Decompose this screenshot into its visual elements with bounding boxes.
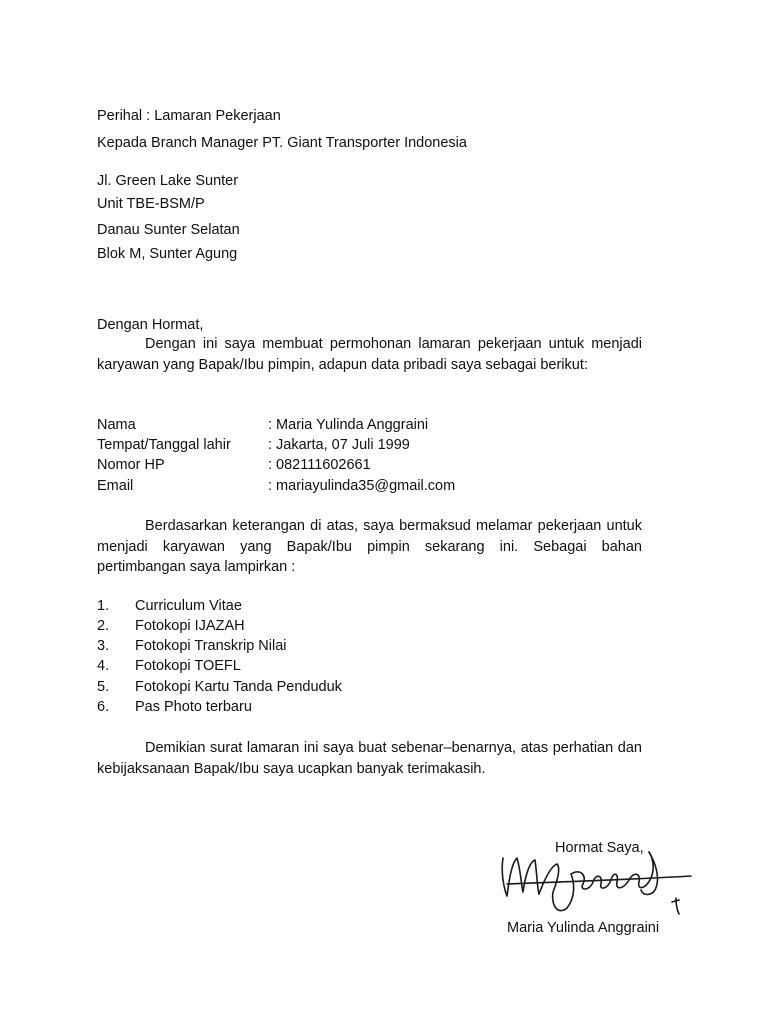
list-item-number: 3. <box>97 638 110 654</box>
address-line: Jl. Green Lake Sunter <box>97 173 239 189</box>
intro-paragraph: Dengan ini saya membuat permohonan lamaran pekerjaan untuk menjadi karyawan yang Bapak/Ibu pimpin, adapun data pribadi saya sebagai berikut: <box>97 336 642 373</box>
field-label-email: Email <box>97 478 134 494</box>
list-item-number: 2. <box>97 618 110 634</box>
list-item-number: 1. <box>97 598 110 614</box>
address-line: Unit TBE-BSM/P <box>97 196 205 212</box>
closing-paragraph: Demikian surat lamaran ini saya buat sebenar–benarnya, atas perhatian dan kebijaksanaan Bapak/Ibu saya ucapkan banyak terimakasih. <box>97 740 642 777</box>
salutation: Dengan Hormat, <box>97 317 204 333</box>
signatory-name: Maria Yulinda Anggraini <box>507 920 660 936</box>
field-label-phone: Nomor HP <box>97 457 165 473</box>
list-item-number: 5. <box>97 679 110 695</box>
list-item: Fotokopi IJAZAH <box>135 618 245 634</box>
field-label-birth: Tempat/Tanggal lahir <box>97 437 231 453</box>
list-item-number: 4. <box>97 658 110 674</box>
body-paragraph: Berdasarkan keterangan di atas, saya bermaksud melamar pekerjaan untuk menjadi karyawan yang Bapak/Ibu pimpin sekarang ini. Sebagai bahan pertimbangan saya lampirkan : <box>97 518 642 575</box>
subject-line: Perihal : Lamaran Pekerjaan <box>97 108 281 124</box>
field-value-birth: : Jakarta, 07 Juli 1999 <box>268 437 410 453</box>
list-item: Fotokopi Transkrip Nilai <box>135 638 287 654</box>
field-label-name: Nama <box>97 417 136 433</box>
field-value-phone: : 082111602661 <box>268 457 371 473</box>
handwritten-signature <box>495 838 695 920</box>
list-item: Fotokopi Kartu Tanda Penduduk <box>135 679 342 695</box>
list-item: Fotokopi TOEFL <box>135 658 241 674</box>
recipient-line: Kepada Branch Manager PT. Giant Transporter Indonesia <box>97 135 467 151</box>
list-item: Pas Photo terbaru <box>135 699 252 715</box>
field-value-email: : mariayulinda35@gmail.com <box>268 478 456 494</box>
list-item: Curriculum Vitae <box>135 598 242 614</box>
signoff-greeting: Hormat Saya, <box>555 840 644 856</box>
address-line: Danau Sunter Selatan <box>97 222 240 238</box>
list-item-number: 6. <box>97 699 110 715</box>
address-line: Blok M, Sunter Agung <box>97 246 238 262</box>
field-value-name: : Maria Yulinda Anggraini <box>268 417 429 433</box>
